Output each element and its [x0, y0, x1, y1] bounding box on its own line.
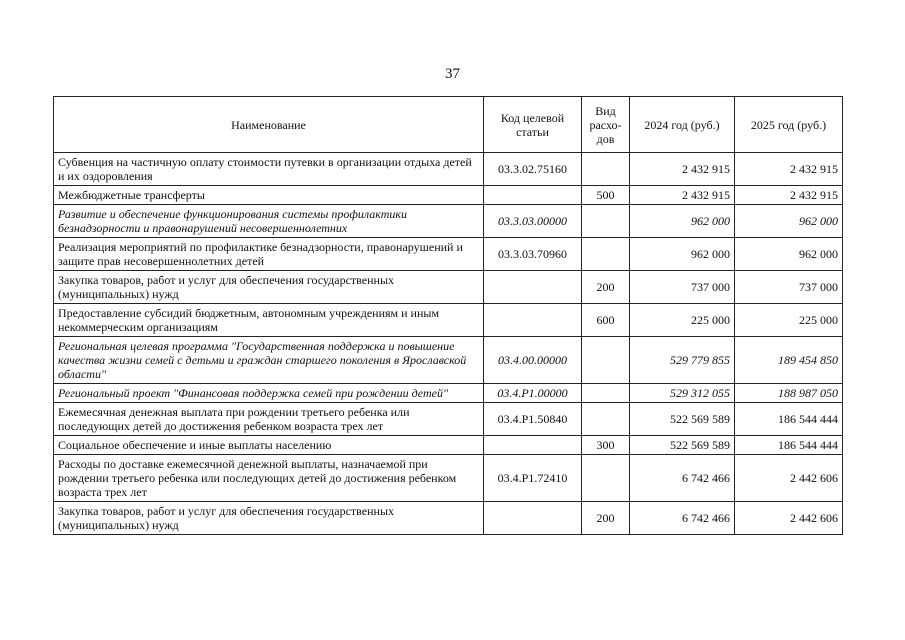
row-value-2025: 2 442 606 [735, 502, 843, 535]
row-name: Закупка товаров, работ и услуг для обеспечения государственных (муниципальных) нужд [54, 271, 484, 304]
row-type [582, 384, 630, 403]
row-type [582, 403, 630, 436]
row-value-2025: 962 000 [735, 205, 843, 238]
row-value-2025: 2 432 915 [735, 153, 843, 186]
row-code: 03.3.03.70960 [484, 238, 582, 271]
page-number: 37 [445, 66, 460, 82]
row-name: Расходы по доставке ежемесячной денежной выплаты, назначаемой при рождении третьего ребенка или последующих детей до достижения ребенком возраста трех лет [54, 455, 484, 502]
table-row [54, 238, 843, 271]
row-name: Социальное обеспечение и иные выплаты населению [54, 436, 484, 455]
header-type: Вид расхо-дов [582, 97, 630, 153]
row-name: Региональная целевая программа "Государственная поддержка и повышение качества жизни семей с детьми и граждан старшего поколения в Ярославской области" [54, 337, 484, 384]
row-value-2024: 522 569 589 [630, 403, 735, 436]
row-type [582, 205, 630, 238]
row-type [582, 455, 630, 502]
header-code: Код целевой статьи [484, 97, 582, 153]
table-row [54, 403, 843, 436]
row-value-2024: 529 312 055 [630, 384, 735, 403]
table-row [54, 304, 843, 337]
row-value-2025: 2 432 915 [735, 186, 843, 205]
header-year-2024: 2024 год (руб.) [630, 97, 735, 153]
row-name: Закупка товаров, работ и услуг для обеспечения государственных (муниципальных) нужд [54, 502, 484, 535]
row-type [582, 337, 630, 384]
row-type: 300 [582, 436, 630, 455]
row-code: 03.4.00.00000 [484, 337, 582, 384]
row-name: Ежемесячная денежная выплата при рождении третьего ребенка или последующих детей до достижения ребенком возраста трех лет [54, 403, 484, 436]
row-name: Региональный проект "Финансовая поддержка семей при рождении детей" [54, 384, 484, 403]
row-value-2024: 962 000 [630, 205, 735, 238]
header-year-2025: 2025 год (руб.) [735, 97, 843, 153]
row-type: 200 [582, 271, 630, 304]
row-name: Развитие и обеспечение функционирования системы профилактики безнадзорности и правонарушений несовершеннолетних [54, 205, 484, 238]
table-header-row [54, 97, 843, 153]
table-row [54, 271, 843, 304]
table-row [54, 436, 843, 455]
table-row [54, 455, 843, 502]
row-type: 200 [582, 502, 630, 535]
row-name: Субвенция на частичную оплату стоимости путевки в организации отдыха детей и их оздоровления [54, 153, 484, 186]
budget-table [53, 96, 843, 535]
table-row [54, 337, 843, 384]
table-row [54, 153, 843, 186]
row-code: 03.3.03.00000 [484, 205, 582, 238]
row-value-2024: 962 000 [630, 238, 735, 271]
row-name: Межбюджетные трансферты [54, 186, 484, 205]
row-value-2025: 186 544 444 [735, 436, 843, 455]
row-code: 03.3.02.75160 [484, 153, 582, 186]
row-value-2024: 6 742 466 [630, 502, 735, 535]
table-row [54, 205, 843, 238]
table-row [54, 186, 843, 205]
row-code: 03.4.P1.50840 [484, 403, 582, 436]
row-code [484, 304, 582, 337]
row-value-2025: 2 442 606 [735, 455, 843, 502]
row-code [484, 502, 582, 535]
row-name: Реализация мероприятий по профилактике безнадзорности, правонарушений и защите прав несовершеннолетних детей [54, 238, 484, 271]
row-value-2025: 225 000 [735, 304, 843, 337]
row-value-2025: 962 000 [735, 238, 843, 271]
row-value-2025: 189 454 850 [735, 337, 843, 384]
row-type: 500 [582, 186, 630, 205]
row-value-2025: 188 987 050 [735, 384, 843, 403]
row-value-2024: 6 742 466 [630, 455, 735, 502]
row-code [484, 436, 582, 455]
row-value-2024: 522 569 589 [630, 436, 735, 455]
row-type [582, 153, 630, 186]
table-row [54, 502, 843, 535]
header-name: Наименование [54, 97, 484, 153]
row-value-2024: 225 000 [630, 304, 735, 337]
row-type: 600 [582, 304, 630, 337]
table-row [54, 384, 843, 403]
row-code: 03.4.P1.00000 [484, 384, 582, 403]
row-value-2025: 186 544 444 [735, 403, 843, 436]
row-value-2024: 529 779 855 [630, 337, 735, 384]
row-name: Предоставление субсидий бюджетным, автономным учреждениям и иным некоммерческим организациям [54, 304, 484, 337]
row-code [484, 186, 582, 205]
row-value-2024: 737 000 [630, 271, 735, 304]
row-code [484, 271, 582, 304]
row-value-2024: 2 432 915 [630, 186, 735, 205]
row-value-2024: 2 432 915 [630, 153, 735, 186]
row-code: 03.4.P1.72410 [484, 455, 582, 502]
row-value-2025: 737 000 [735, 271, 843, 304]
row-type [582, 238, 630, 271]
